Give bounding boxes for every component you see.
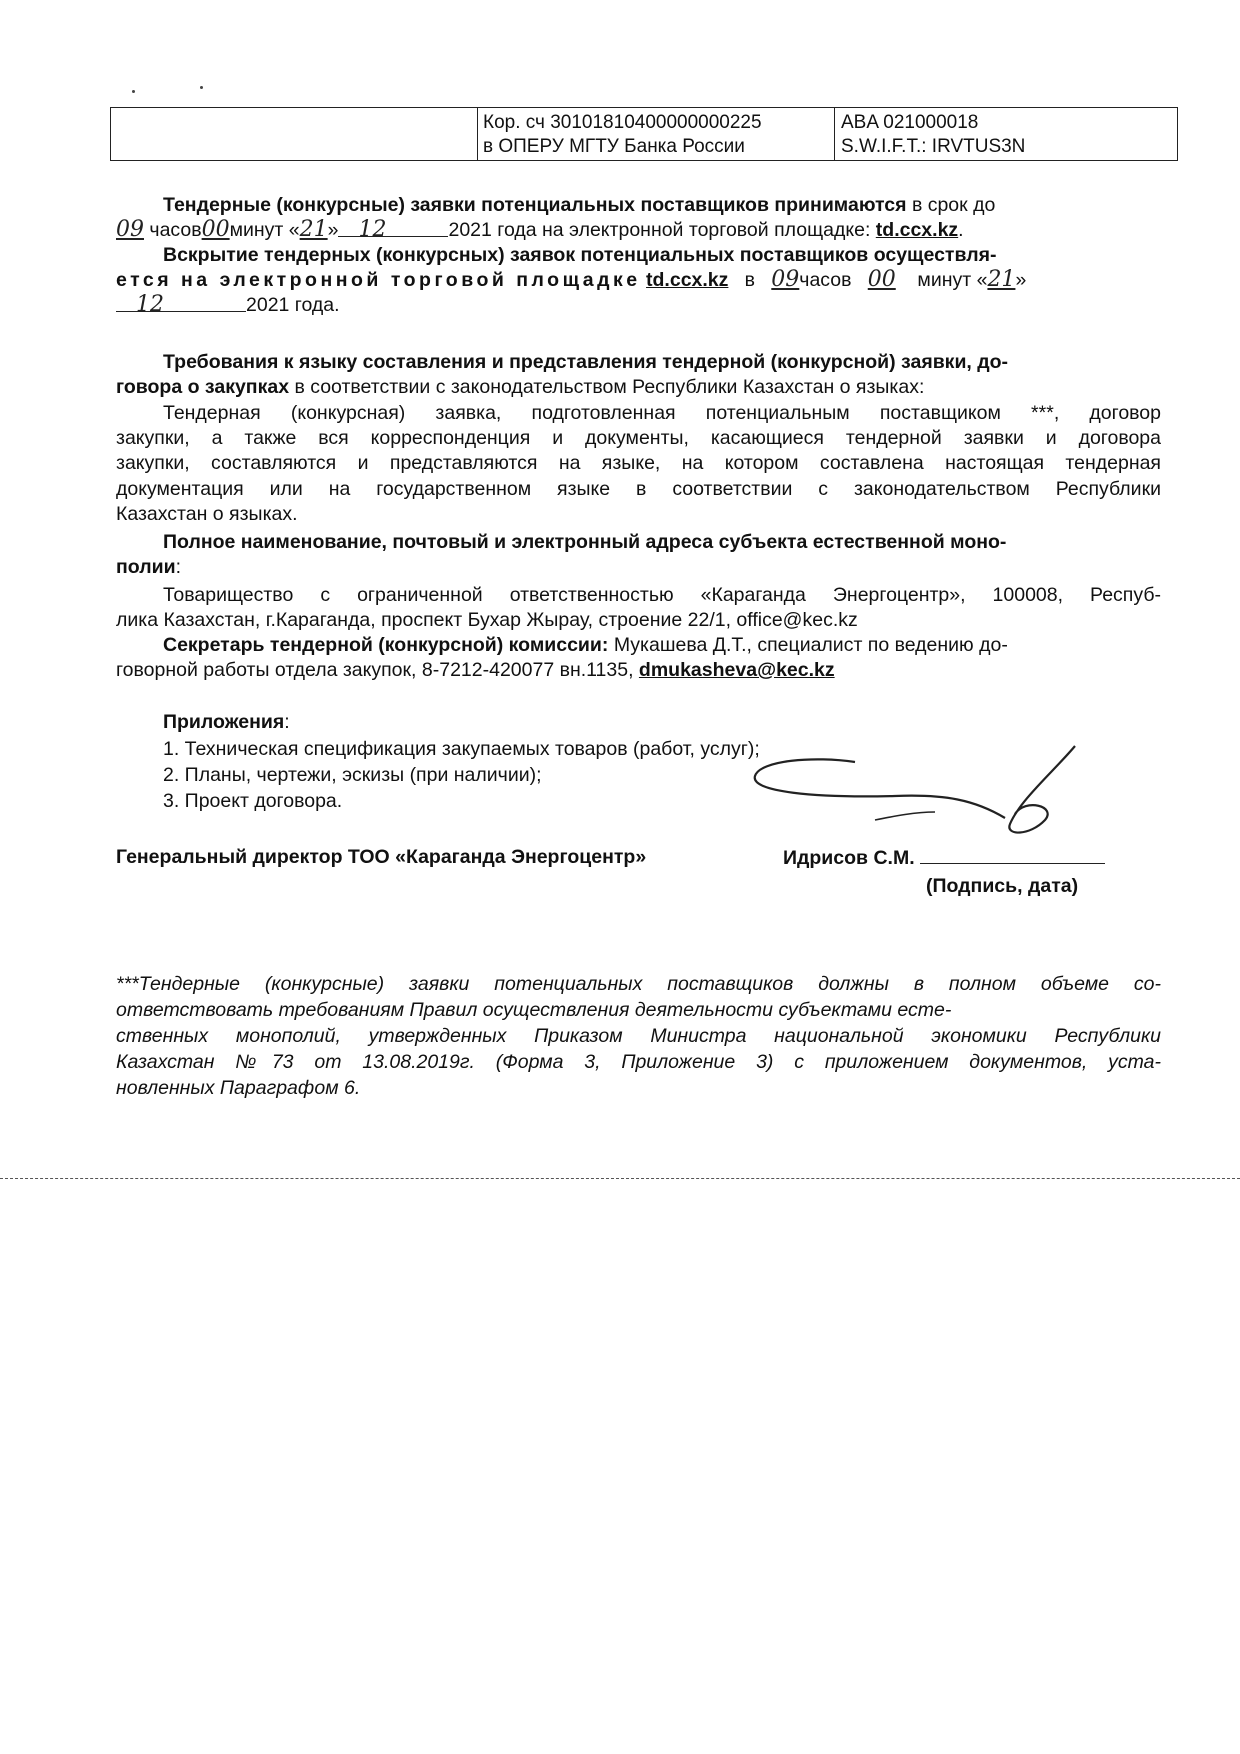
opening-line-1 — [163, 243, 996, 267]
signatory-name: Идрисов С.М. — [783, 847, 915, 869]
footnote-line: новленных Параграфом 6. — [116, 1077, 361, 1099]
scan-speck — [200, 86, 203, 89]
deadline-minutes-handwritten: 00 — [201, 217, 230, 242]
opening-month-handwritten: 12 — [136, 292, 164, 317]
language-heading-line-1 — [163, 350, 1008, 374]
attachments-heading-line — [163, 710, 290, 734]
secretary-label: Секретарь тендерной (конкурсной) комиссии: — [163, 634, 609, 656]
signature-blank — [920, 845, 1105, 864]
deadline-month-handwritten: 12 — [358, 217, 387, 242]
secretary-text-cont: говорной работы отдела закупок, 8-7212-420077 вн.1135, — [116, 659, 634, 681]
signature-caption — [926, 874, 1078, 898]
attachment-item: 1. Техническая спецификация закупаемых товаров (работ, услуг); — [163, 738, 760, 760]
entity-heading-line-2 — [116, 555, 181, 579]
bank-table-empty-cell — [111, 108, 478, 160]
footnote-line: ответствовать требованиям Правил осуществления деятельности субъектами есте- — [116, 999, 952, 1021]
language-heading-line-2 — [116, 375, 924, 399]
secretary-line-2 — [116, 658, 835, 682]
trading-platform-link[interactable]: td.ccx.kz — [875, 219, 959, 241]
deadline-tail: в срок до — [911, 194, 996, 216]
attachments-heading: Приложения — [163, 711, 285, 733]
footnote-line: Казахстан №73 от 13.08.2019г. (Форма 3, Приложение 3) с приложением документов, уста- — [116, 1051, 1161, 1073]
opening-line-3 — [116, 293, 340, 317]
minutes-label: минут « — [229, 219, 300, 241]
quote-close: » — [327, 219, 339, 241]
entity-heading: Полное наименование, почтовый и электронный адреса субъекта естественной моно- — [163, 531, 1007, 553]
period: . — [958, 219, 964, 241]
language-text-line: Тендерная (конкурсная) заявка, подготовленная потенциальным поставщиком ***, договор — [163, 402, 1161, 424]
opening-hours-handwritten: 09 — [771, 267, 800, 292]
corr-account: Кор. сч 30101810400000000225 — [483, 112, 762, 133]
colon: : — [284, 711, 290, 733]
swift-code: S.W.I.F.T.: IRVTUS3N — [841, 136, 1026, 157]
signature-caption-text: (Подпись, дата) — [926, 875, 1079, 897]
opening-year-text: 2021 года. — [246, 294, 340, 316]
bank-corr-account-cell — [477, 108, 835, 160]
deadline-heading: Тендерные (конкурсные) заявки потенциальных поставщиков принимаются — [163, 194, 907, 216]
entity-text-line: Товарищество с ограниченной ответственностью «Караганда Энергоцентр», 100008, Респуб- — [163, 584, 1161, 606]
correspondent-bank: в ОПЕРУ МГТУ Банка России — [483, 136, 745, 157]
scan-speck — [132, 90, 135, 93]
minutes-label: минут « — [917, 269, 988, 291]
deadline-line-2 — [116, 218, 964, 242]
secretary-email-link[interactable]: dmukasheva@kec.kz — [638, 659, 835, 681]
signatory-title-text: Генеральный директор ТОО «Караганда Энергоцентр» — [116, 846, 647, 868]
bank-details-table — [110, 107, 1178, 161]
secretary-line-1 — [163, 633, 1008, 657]
aba-number: ABA 021000018 — [841, 112, 979, 133]
language-text-line: закупки, а также вся корреспонденция и документы, касающиеся тендерной заявки и договора — [116, 427, 1161, 449]
hours-label: часов — [149, 219, 202, 241]
deadline-day-handwritten: 21 — [299, 217, 328, 242]
language-text-line: закупки, составляются и представляются на языке, на котором составлена настоящая тендерная — [116, 452, 1161, 474]
language-heading: Требования к языку составления и представления тендерной (конкурсной) заявки, до- — [163, 351, 1009, 373]
quote-close: » — [1015, 269, 1027, 291]
in-label: в — [744, 269, 756, 291]
language-heading-rest: в соответствии с законодательством Республики Казахстан о языках: — [294, 376, 925, 398]
entity-heading-cont: полии — [116, 556, 176, 578]
entity-heading-line-1 — [163, 530, 1006, 554]
hours-label: часов — [799, 269, 852, 291]
colon: : — [175, 556, 181, 578]
attachment-item: 2. Планы, чертежи, эскизы (при наличии); — [163, 764, 542, 786]
opening-month-blank — [116, 292, 246, 317]
opening-platform-text: ется на электронной торговой площадке — [116, 269, 641, 291]
opening-heading: Вскрытие тендерных (конкурсных) заявок потенциальных поставщиков осуществля- — [163, 244, 997, 266]
signatory-name-line — [783, 845, 1105, 870]
language-text-line: Казахстан о языках. — [116, 503, 298, 525]
signatory-title — [116, 845, 646, 869]
entity-text-line: лика Казахстан, г.Караганда, проспект Бухар Жырау, строение 22/1, office@kec.kz — [116, 609, 858, 631]
opening-line-2 — [116, 268, 1161, 292]
deadline-year-text: 2021 года на электронной торговой площадке: — [448, 219, 871, 241]
page-separator-line — [0, 1178, 1240, 1179]
deadline-month-blank — [338, 217, 448, 242]
secretary-text: Мукашева Д.Т., специалист по ведению до- — [613, 634, 1008, 656]
footnote-line: ственных монополий, утвержденных Приказом Министра национальной экономики Республики — [116, 1025, 1161, 1047]
attachment-item: 3. Проект договора. — [163, 790, 343, 812]
language-text-line: документация или на государственном языке в соответствии с законодательством Республики — [116, 478, 1161, 500]
deadline-line-1 — [163, 193, 995, 217]
opening-minutes-handwritten: 00 — [867, 267, 896, 292]
opening-day-handwritten: 21 — [987, 267, 1016, 292]
bank-swift-cell — [835, 108, 1177, 160]
language-heading-cont: говора о закупках — [116, 376, 290, 398]
deadline-hours-handwritten: 09 — [116, 217, 144, 242]
footnote-line: ***Тендерные (конкурсные) заявки потенциальных поставщиков должны в полном объеме со- — [116, 973, 1161, 995]
handwritten-signature — [745, 740, 1085, 840]
opening-platform-link[interactable]: td.ccx.kz — [646, 269, 729, 291]
